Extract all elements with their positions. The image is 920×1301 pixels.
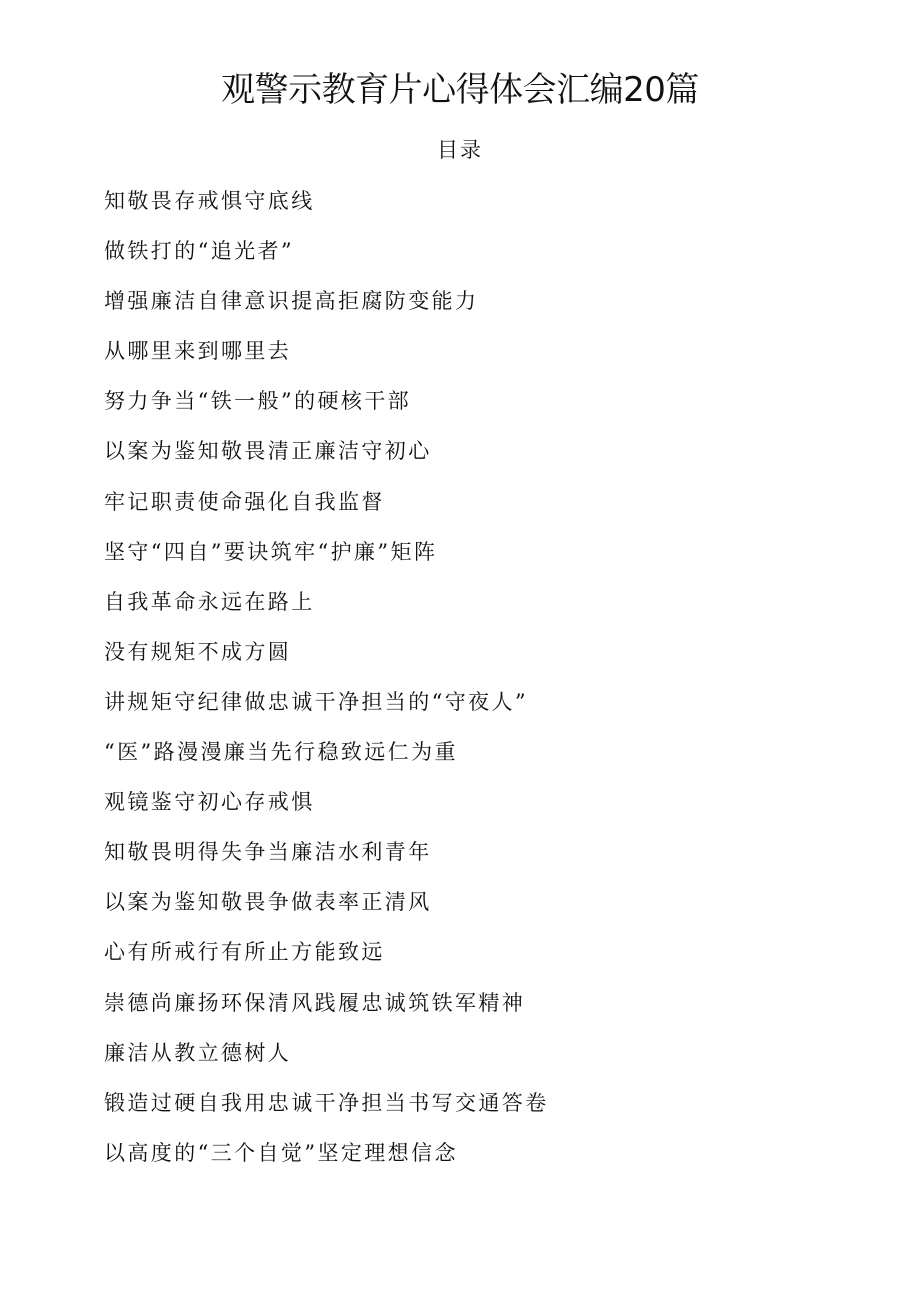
toc-item[interactable]: 增强廉洁自律意识提高拒腐防变能力	[104, 289, 479, 314]
toc-item[interactable]: 崇德尚廉扬环保清风践履忠诚筑铁军精神	[104, 990, 526, 1015]
toc-item[interactable]: 以高度的“三个自觉”坚定理想信念	[104, 1140, 458, 1165]
toc-item[interactable]: 知敬畏明得失争当廉洁水利青年	[104, 840, 432, 865]
toc-item[interactable]: 以案为鉴知敬畏争做表率正清风	[104, 890, 432, 915]
toc-item[interactable]: 锻造过硬自我用忠诚干净担当书写交通答卷	[104, 1090, 549, 1115]
document-title: 观警示教育片心得体会汇编20篇	[221, 70, 699, 110]
toc-heading: 目录	[437, 138, 483, 162]
toc-item[interactable]: 观镜鉴守初心存戒惧	[104, 790, 315, 815]
toc-item[interactable]: 从哪里来到哪里去	[104, 339, 292, 364]
toc-item[interactable]: 心有所戒行有所止方能致远	[104, 940, 385, 965]
toc-item[interactable]: 努力争当“铁一般”的硬核干部	[104, 389, 412, 414]
toc-item[interactable]: 以案为鉴知敬畏清正廉洁守初心	[104, 439, 432, 464]
toc-list	[104, 183, 864, 1185]
toc-item[interactable]: 自我革命永远在路上	[104, 589, 315, 614]
toc-item[interactable]: 牢记职责使命强化自我监督	[104, 489, 385, 514]
toc-item[interactable]: 讲规矩守纪律做忠诚干净担当的“守夜人”	[104, 689, 529, 714]
toc-item[interactable]: 做铁打的“追光者”	[104, 239, 295, 264]
toc-item[interactable]: “医”路漫漫廉当先行稳致远仁为重	[104, 740, 458, 765]
toc-item[interactable]: 没有规矩不成方圆	[104, 639, 292, 664]
toc-item[interactable]: 廉洁从教立德树人	[104, 1040, 292, 1065]
toc-item[interactable]: 知敬畏存戒惧守底线	[104, 189, 315, 213]
toc-item[interactable]: 坚守“四自”要诀筑牢“护廉”矩阵	[104, 539, 438, 564]
